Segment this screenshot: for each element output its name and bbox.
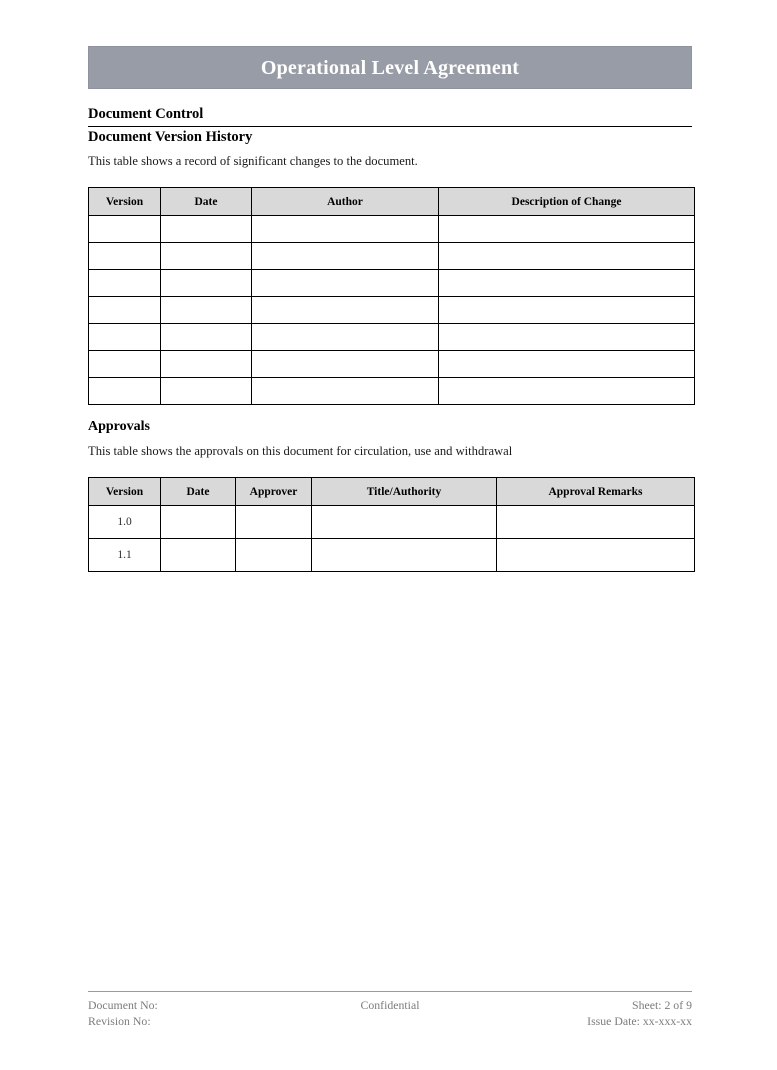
cell-title-authority[interactable] [312,539,497,572]
cell-description[interactable] [439,297,695,324]
table-row [89,270,695,297]
page-title: Operational Level Agreement [260,56,520,79]
cell-date[interactable] [161,297,252,324]
column-header-version: Version [89,478,161,506]
cell-version[interactable] [89,324,161,351]
table-header-row [89,478,695,506]
table-row [89,243,695,270]
cell-author[interactable] [252,324,439,351]
cell-version[interactable]: 1.1 [89,539,161,572]
column-header-description: Description of Change [439,188,695,216]
version-history-table [88,187,695,405]
cell-version[interactable]: 1.0 [89,506,161,539]
section-heading-approvals: Approvals [88,419,150,434]
footer-document-no: Document No: [88,998,158,1012]
footer-row-top [88,997,692,1013]
cell-version[interactable] [89,243,161,270]
cell-author[interactable] [252,243,439,270]
approvals-table [88,477,695,572]
cell-author[interactable] [252,270,439,297]
cell-author[interactable] [252,216,439,243]
cell-date[interactable] [161,324,252,351]
cell-author[interactable] [252,351,439,378]
column-header-approval-remarks: Approval Remarks [497,478,695,506]
table-row [89,297,695,324]
column-header-approver: Approver [236,478,312,506]
footer-spacer [289,1013,490,1029]
table-row [89,506,695,539]
cell-date[interactable] [161,351,252,378]
cell-version[interactable] [89,297,161,324]
column-header-version: Version [89,188,161,216]
column-header-title-authority: Title/Authority [312,478,497,506]
table-row [89,351,695,378]
approvals-description: This table shows the approvals on this document for circulation, use and withdrawal [88,444,513,458]
cell-approval-remarks[interactable] [497,506,695,539]
cell-version[interactable] [89,216,161,243]
cell-approver[interactable] [236,539,312,572]
table-row [89,324,695,351]
cell-approval-remarks[interactable] [497,539,695,572]
footer-row-bottom [88,1013,692,1029]
footer-confidentiality: Confidential [360,998,420,1012]
section-subheading-version-history: Document Version History [88,129,253,145]
column-header-date: Date [161,478,236,506]
page-footer [88,991,692,1029]
column-header-author: Author [252,188,439,216]
version-history-description: This table shows a record of significant changes to the document. [88,154,418,168]
cell-author[interactable] [252,378,439,405]
cell-version[interactable] [89,378,161,405]
column-header-date: Date [161,188,252,216]
table-header-row [89,188,695,216]
document-title-banner [88,46,692,89]
section-heading-document-control: Document Control [88,106,692,127]
footer-issue-date: Issue Date: xx-xxx-xx [587,1014,692,1028]
cell-date[interactable] [161,270,252,297]
cell-description[interactable] [439,378,695,405]
cell-version[interactable] [89,270,161,297]
footer-revision-no: Revision No: [88,1014,151,1028]
cell-description[interactable] [439,351,695,378]
table-row [89,539,695,572]
table-row [89,216,695,243]
cell-title-authority[interactable] [312,506,497,539]
cell-date[interactable] [161,539,236,572]
cell-description[interactable] [439,324,695,351]
cell-approver[interactable] [236,506,312,539]
cell-version[interactable] [89,351,161,378]
table-row [89,378,695,405]
cell-description[interactable] [439,216,695,243]
cell-date[interactable] [161,506,236,539]
cell-description[interactable] [439,270,695,297]
cell-date[interactable] [161,243,252,270]
cell-description[interactable] [439,243,695,270]
footer-sheet-number: Sheet: 2 of 9 [632,998,692,1012]
cell-date[interactable] [161,378,252,405]
cell-date[interactable] [161,216,252,243]
cell-author[interactable] [252,297,439,324]
